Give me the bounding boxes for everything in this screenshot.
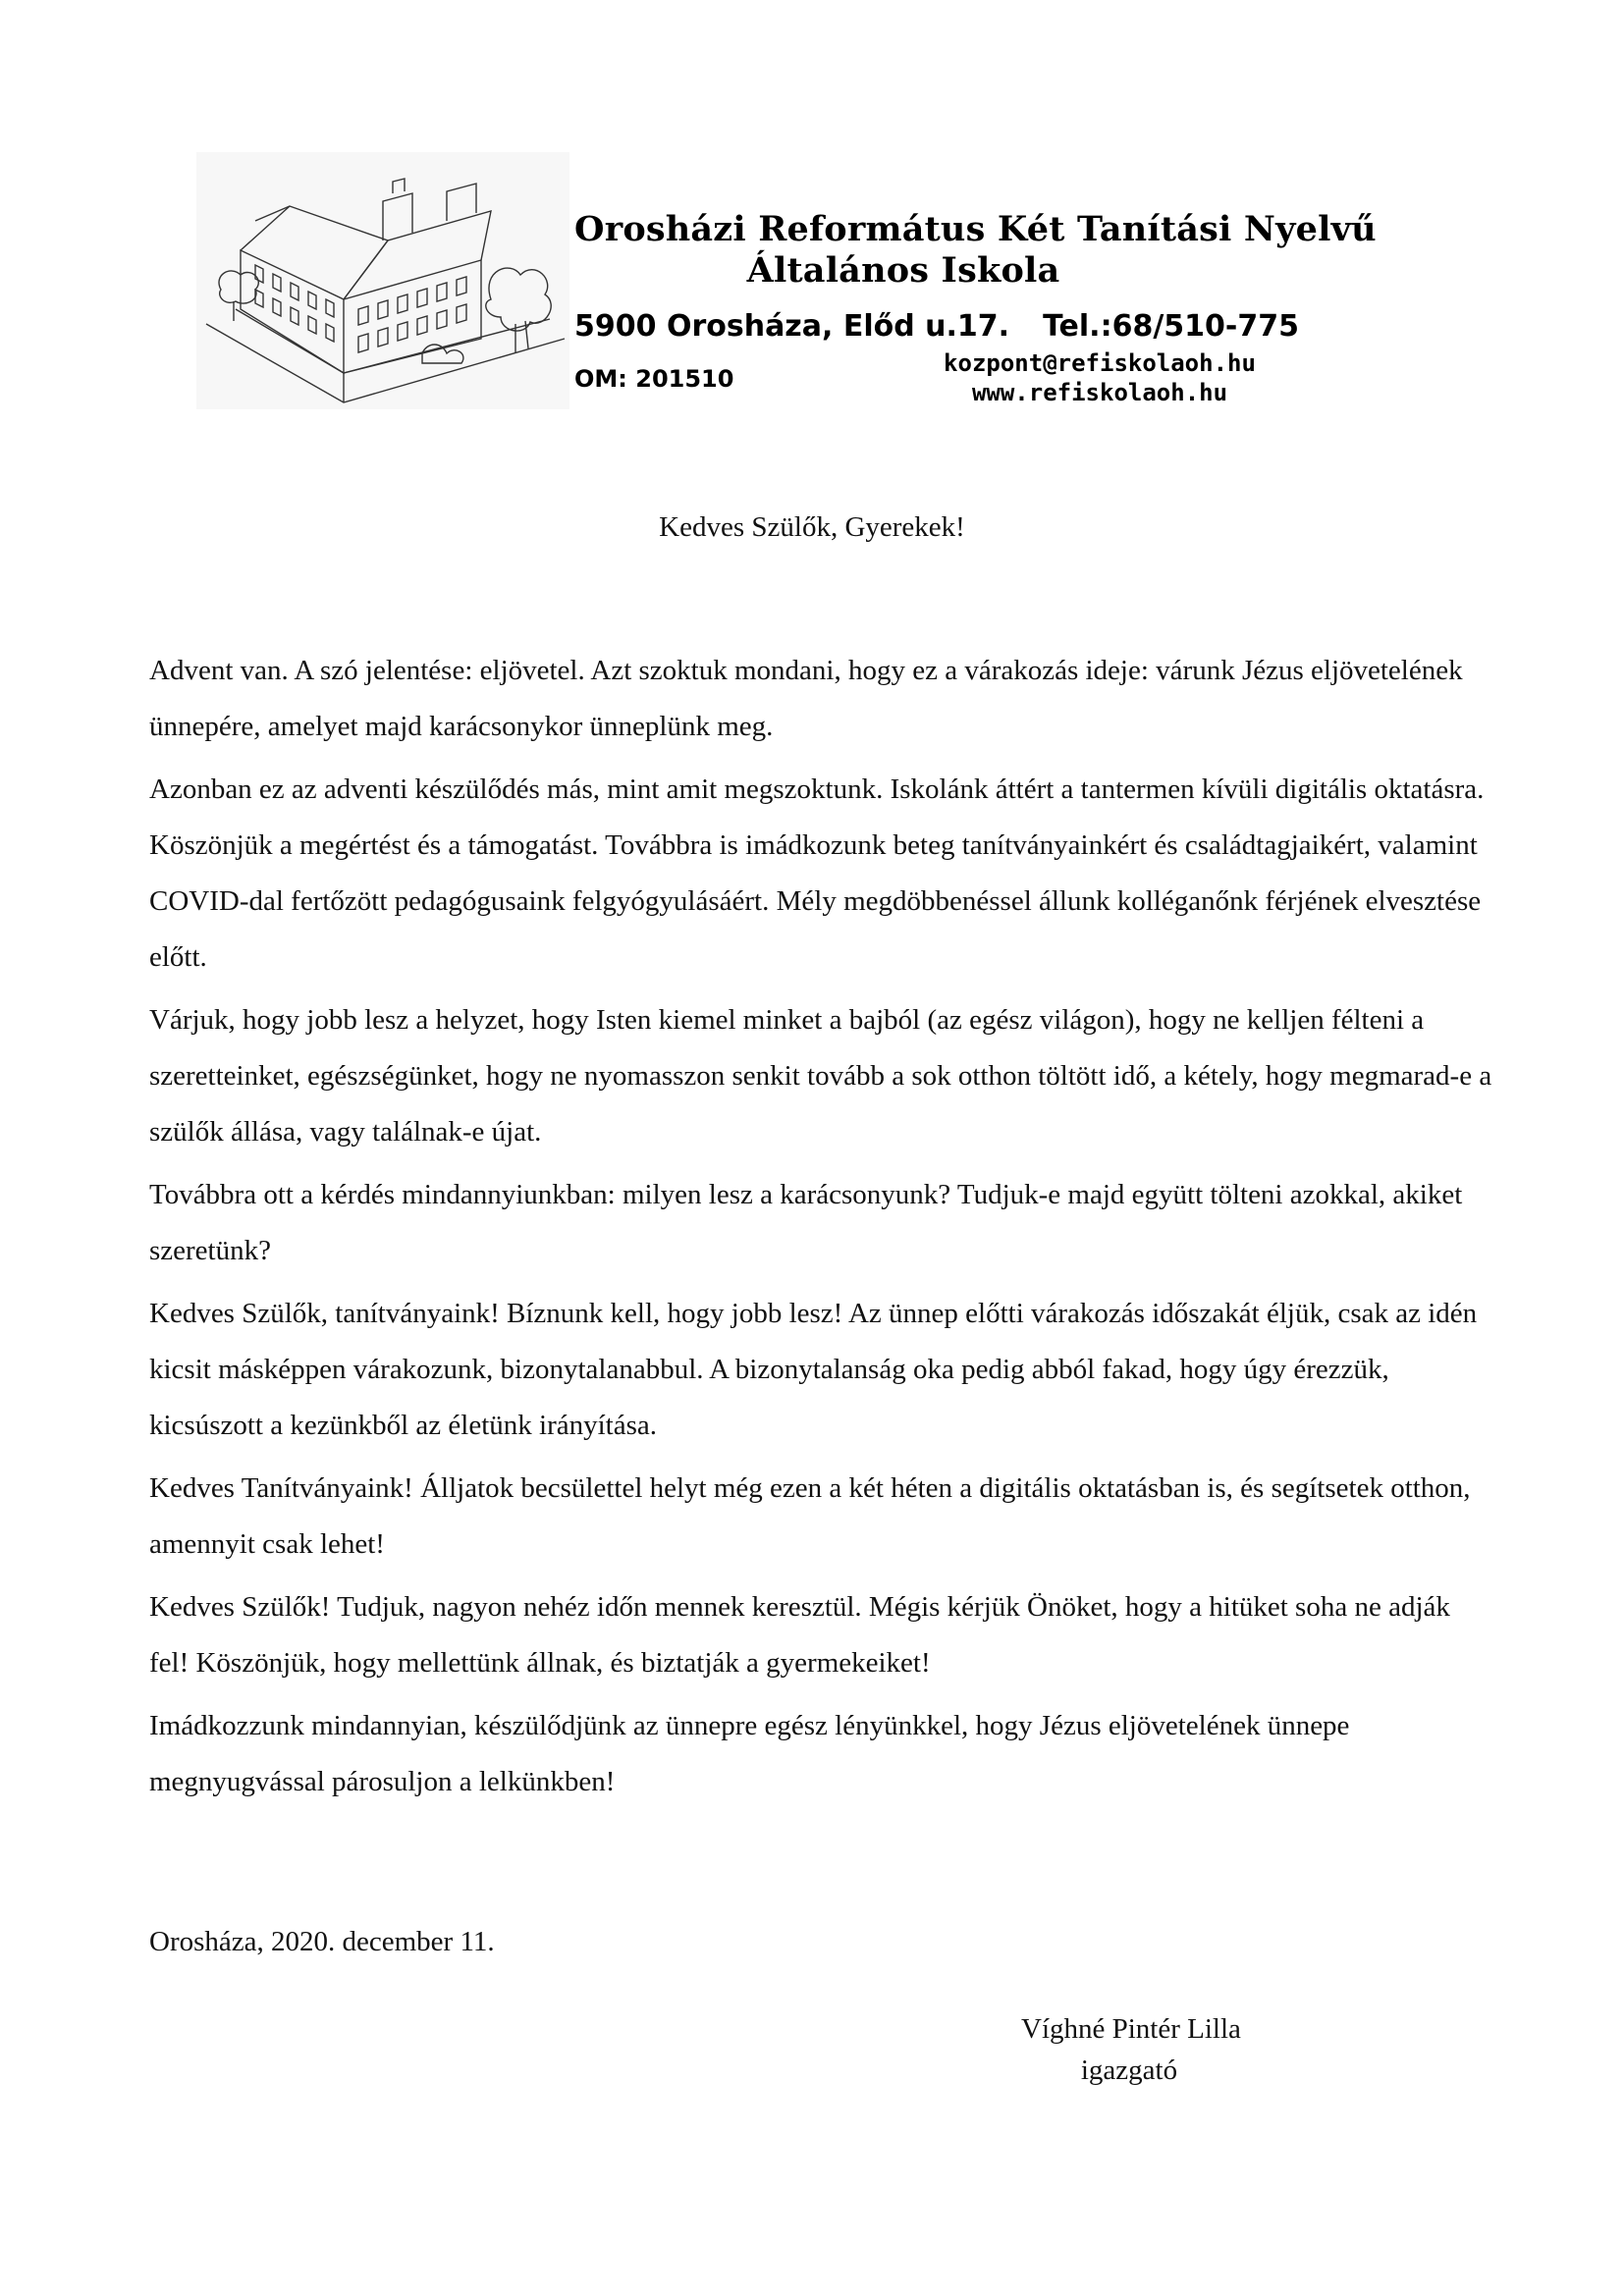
- school-name-line2: Általános Iskola: [746, 250, 1060, 291]
- letter-date: Orosháza, 2020. december 11.: [149, 1926, 495, 1957]
- letter-paragraph: Kedves Szülők! Tudjuk, nagyon nehéz időn mennek keresztül. Mégis kérjük Önöket, hogy a hitüket soha ne adják fel! Köszönjük, hogy mellettünk állnak, és biztatják a gyermekeiket!: [149, 1591, 1450, 1679]
- school-building-drawing-icon: [196, 152, 569, 409]
- school-website: www.refiskolaoh.hu: [971, 379, 1228, 406]
- letter-paragraph: Advent van. A szó jelentése: eljövetel. Azt szoktuk mondani, hogy ez a várakozás ideje: várunk Jézus eljövetelének ünnepére, amelyet majd karácsonykor ünneplünk meg.: [149, 655, 1463, 742]
- address-line: [574, 309, 1299, 344]
- letter-paragraph: Kedves Szülők, tanítványaink! Bíznunk kell, hogy jobb lesz! Az ünnep előtti várakozás időszakát éljük, csak az idén kicsit másképpen várakozunk, bizonytalanabbul. A bizonytalanság oka pedig abból fakad, hogy úgy érezzük, kicsúszott a kezünkből az életünk irányítása.: [149, 1298, 1478, 1441]
- letter-paragraph: Imádkozzunk mindannyian, készülődjünk az ünnepre egész lényünkkel, hogy Jézus eljövetelének ünnepe megnyugvással párosuljon a lelkünkben!: [149, 1710, 1350, 1797]
- letter-greeting: Kedves Szülők, Gyerekek!: [659, 511, 965, 543]
- school-address: 5900 Orosháza, Előd u.17.: [574, 309, 1010, 344]
- school-phone: Tel.:68/510-775: [1043, 309, 1299, 344]
- school-name: [574, 209, 1377, 292]
- letter-paragraph: Várjuk, hogy jobb lesz a helyzet, hogy Isten kiemel minket a bajból (az egész világon), hogy ne kelljen félteni a szeretteinket, egészségünket, hogy ne nyomasszon senkit tovább a sok otthon töltött idő, a kétely, hogy megmarad-e a szülők állása, vagy találnak-e újat.: [149, 1004, 1492, 1148]
- letter-paragraph: Kedves Tanítványaink! Álljatok becsülettel helyt még ezen a két héten a digitális oktatásban is, és segítsetek otthon, amennyit csak lehet!: [149, 1472, 1471, 1560]
- signer-title: igazgató: [1080, 2055, 1178, 2086]
- signer-name: Víghné Pintér Lilla: [1021, 2013, 1241, 2045]
- school-email: kozpont@refiskolaoh.hu: [944, 349, 1256, 377]
- letter-paragraph: Azonban ez az adventi készülődés más, mint amit megszoktunk. Iskolánk áttért a tantermen kívüli digitális oktatásra. Köszönjük a megértést és a támogatást. Továbbra is imádkozunk beteg tanítványainkért és családtagjaikért, valamint COVID-dal fertőzött pedagógusaink felgyógyulásáért. Mély megdöbbenéssel állunk kolléganőnk férjének elvesztése előtt.: [149, 774, 1485, 973]
- letter-body: [149, 643, 1494, 1817]
- letter-paragraph: Továbbra ott a kérdés mindannyiunkban: milyen lesz a karácsonyunk? Tudjuk-e majd együtt tölteni azokkal, akiket szeretünk?: [149, 1179, 1463, 1266]
- contact-block: [913, 348, 1286, 407]
- signature-block: [1021, 2008, 1241, 2091]
- letterhead: [196, 152, 1424, 412]
- school-name-line1: Orosházi Református Két Tanítási Nyelvű: [574, 209, 1377, 249]
- om-identifier: OM: 201510: [574, 365, 734, 393]
